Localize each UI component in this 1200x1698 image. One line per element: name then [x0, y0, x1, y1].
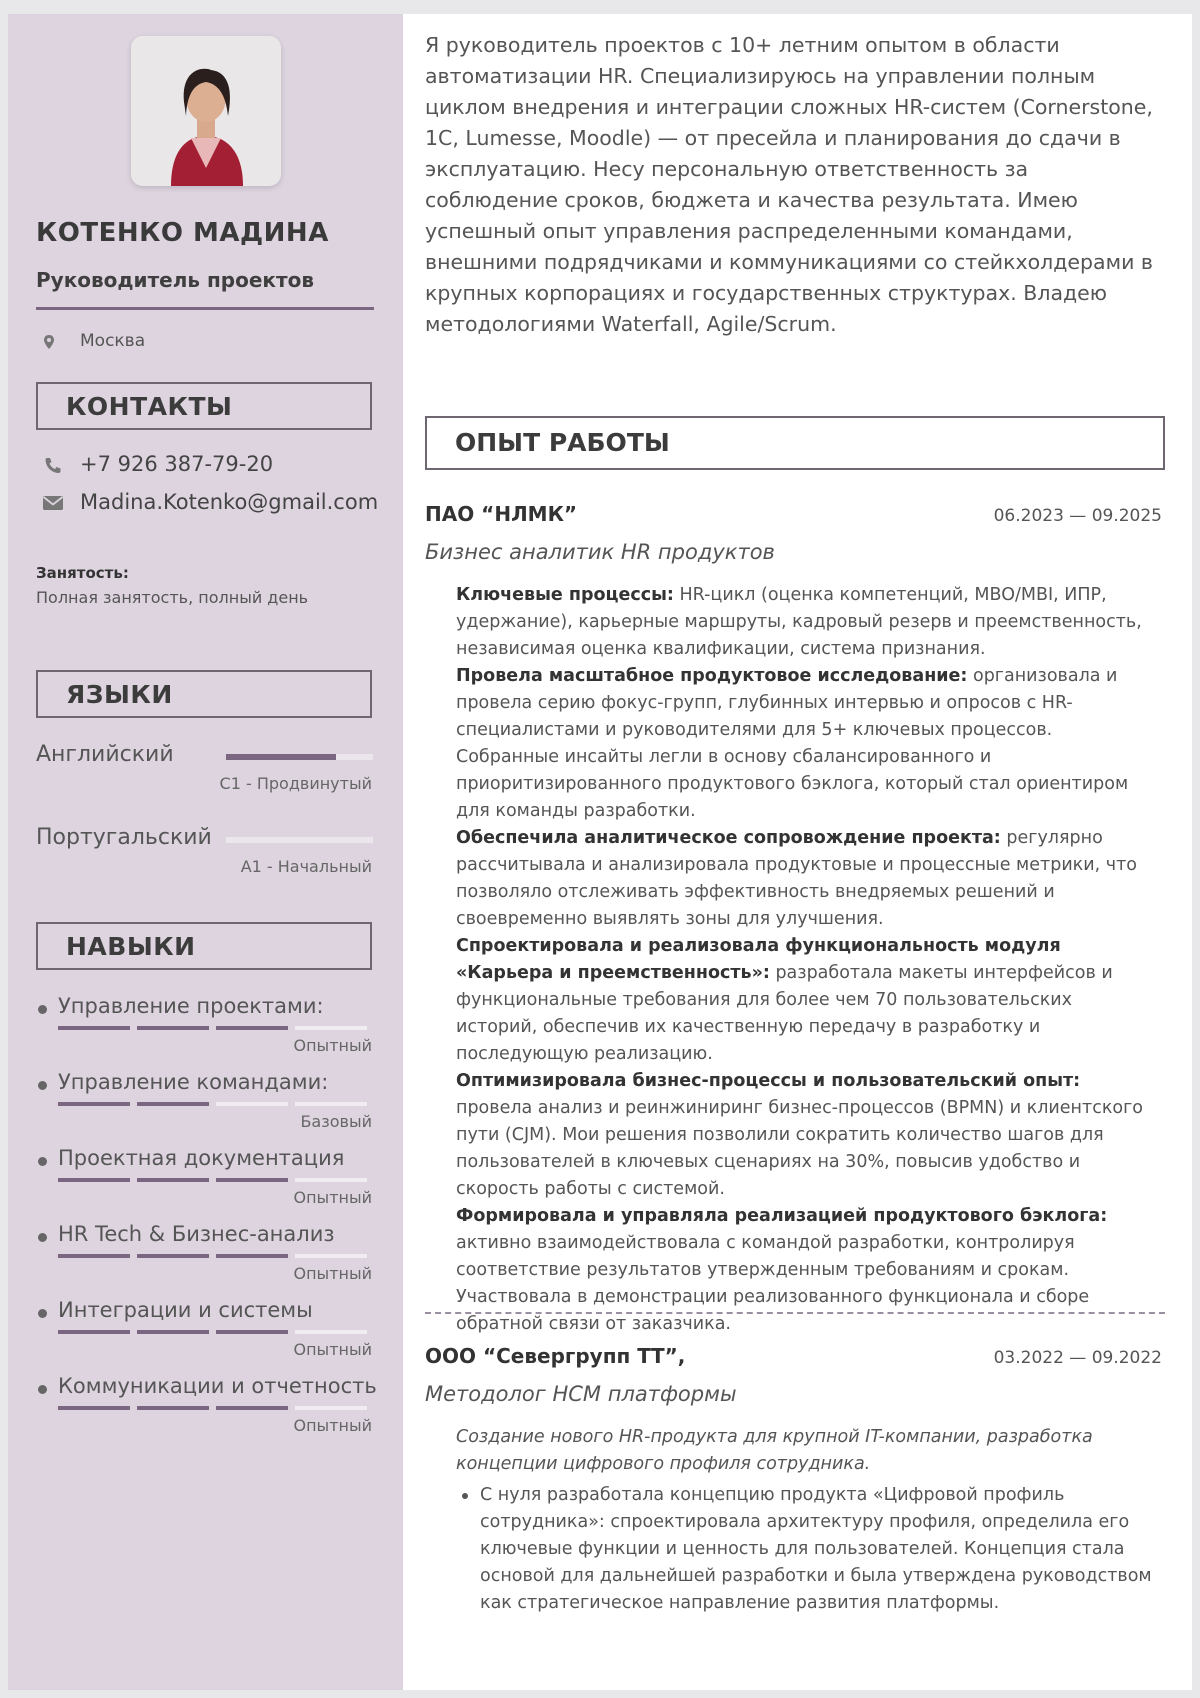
skill-level-segment [216, 1330, 288, 1334]
skill-level-segment [58, 1254, 130, 1258]
skill-level-segment [216, 1102, 288, 1106]
skill-bullet [38, 1309, 47, 1318]
map-pin-icon [42, 334, 56, 350]
skill-bullet [38, 1385, 47, 1394]
skill-level-bar [58, 1102, 373, 1106]
skill-name: HR Tech & Бизнес-анализ [58, 1222, 335, 1246]
resume-page [8, 14, 1192, 1690]
achievement-text: организовала и провела серию фокус-групп, глубинных интервью и опросов с HR-специалистами и руководителями для 5+ ключевых процессов. Собранные инсайты легли в основу сбалансированного и приоритизированного продуктового бэклога, который стал ориентиром для команды разработки. [456, 666, 1129, 821]
employment-label: Занятость: [36, 564, 129, 582]
skill-level-segment [58, 1330, 130, 1334]
skill-bullet [38, 1233, 47, 1242]
skill-name: Коммуникации и отчетность [58, 1374, 377, 1398]
contacts-header [36, 382, 372, 430]
language-level: C1 - Продвинутый [219, 774, 372, 793]
job-dates: 06.2023 — 09.2025 [993, 506, 1162, 526]
skill-level: Опытный [293, 1036, 372, 1055]
job-achievement [456, 663, 1156, 825]
job-bullet-item: С нуля разработала концепцию продукта «Цифровой профиль сотрудника»: спроектировала архитектуру профиля, определила его ключевые функции и ценность для пользователей. Концепция стала основой для дальнейшей разработки и была утверждена руководством как стратегическое направление развития платформы. [456, 1482, 1156, 1617]
skill-name: Проектная документация [58, 1146, 345, 1170]
phone-icon [42, 456, 64, 474]
job-description [456, 582, 1156, 1338]
skill-level-bar [58, 1026, 373, 1030]
job-divider [425, 1312, 1165, 1314]
job-bullets [456, 1482, 1156, 1617]
skill-level-segment [295, 1330, 367, 1334]
achievement-text: HR-цикл (оценка компетенций, MBO/MBI, ИПР, удержание), карьерные маршруты, кадровый резерв и преемственность, независимая оценка квалификации, система признания. [456, 585, 1142, 659]
skill-level: Опытный [293, 1188, 372, 1207]
achievement-heading: Провела масштабное продуктовое исследование: [456, 666, 968, 686]
skill-level-segment [58, 1102, 130, 1106]
location: Москва [80, 331, 146, 351]
candidate-role: Руководитель проектов [36, 268, 314, 292]
skill-level-segment [216, 1254, 288, 1258]
job-achievement [456, 582, 1156, 663]
job-achievement [456, 1068, 1156, 1203]
achievement-heading: Обеспечила аналитическое сопровождение проекта: [456, 828, 1001, 848]
experience-header [425, 416, 1165, 470]
skill-level: Опытный [293, 1340, 372, 1359]
skill-level-segment [295, 1102, 367, 1106]
skill-bullet [38, 1005, 47, 1014]
skill-level-segment [58, 1178, 130, 1182]
language-name: Португальский [36, 825, 212, 850]
job-dates: 03.2022 — 09.2022 [993, 1348, 1162, 1368]
skills-title: НАВЫКИ [66, 932, 196, 961]
language-proficiency-bar [226, 754, 373, 760]
skill-level-segment [58, 1026, 130, 1030]
language-level: A1 - Начальный [240, 857, 372, 876]
skill-level-bar [58, 1178, 373, 1182]
language-proficiency-fill [226, 754, 336, 760]
skill-level-bar [58, 1254, 373, 1258]
skill-level-segment [216, 1026, 288, 1030]
skill-level-bar [58, 1406, 373, 1410]
job-company: ПАО “НЛМК” [425, 502, 578, 526]
candidate-name: КОТЕНКО МАДИНА [36, 218, 329, 248]
skill-level-segment [295, 1254, 367, 1258]
profile-photo [131, 36, 281, 186]
skill-level: Опытный [293, 1416, 372, 1435]
languages-title: ЯЗЫКИ [66, 680, 173, 709]
skill-level-segment [137, 1406, 209, 1410]
skill-bullet [38, 1157, 47, 1166]
skill-level-segment [137, 1254, 209, 1258]
summary-text: Я руководитель проектов с 10+ летним опытом в области автоматизации HR. Специализируюсь на управлении полным циклом внедрения и интеграции сложных HR-систем (Cornerstone, 1С, Lumesse, Moodle) — от пресейла и планирования до сдачи в эксплуатацию. Несу персональную ответственность за соблюдение сроков, бюджета и качества результата. Имею успешный опыт управления распределенными командами, внешними подрядчиками и коммуникациями со стейкхолдерами в крупных корпорациях и государственных структурах. Владею методологиями Waterfall, Agile/Scrum. [425, 33, 1154, 336]
envelope-icon [42, 494, 64, 512]
employment-value: Полная занятость, полный день [36, 588, 309, 607]
skill-name: Управление командами: [58, 1070, 329, 1094]
job-achievement [456, 825, 1156, 933]
phone-number[interactable]: +7 926 387-79-20 [80, 452, 274, 476]
skill-level-bar [58, 1330, 373, 1334]
sidebar [8, 14, 403, 1690]
job-position: Методолог HCM платформы [425, 1382, 737, 1406]
skill-bullet [38, 1081, 47, 1090]
skill-name: Интеграции и системы [58, 1298, 313, 1322]
job-intro: Создание нового HR-продукта для крупной IT-компании, разработка концепции цифрового профиля сотрудника. [456, 1427, 1093, 1474]
achievement-text: разработала макеты интерфейсов и функциональные требования для более чем 70 пользовательских историй, обеспечив их качественную передачу в разработку и последующую реализацию. [456, 963, 1113, 1064]
skill-level: Опытный [293, 1264, 372, 1283]
language-proficiency-bar [226, 837, 373, 843]
job-achievement [456, 1203, 1156, 1338]
languages-header [36, 670, 372, 718]
achievement-heading: Оптимизировала бизнес-процессы и пользовательский опыт: [456, 1071, 1081, 1091]
skill-level: Базовый [300, 1112, 372, 1131]
skill-level-segment [137, 1330, 209, 1334]
skill-level-segment [137, 1026, 209, 1030]
role-underline [36, 307, 374, 310]
skill-level-segment [137, 1102, 209, 1106]
contacts-title: КОНТАКТЫ [66, 392, 233, 421]
skill-name: Управление проектами: [58, 994, 324, 1018]
skill-level-segment [58, 1406, 130, 1410]
skill-level-segment [295, 1406, 367, 1410]
achievement-text: регулярно рассчитывала и анализировала продуктовые и процессные метрики, что позволяло отслеживать эффективность внедряемых решений и своевременно выявлять зоны для улучшения. [456, 828, 1137, 929]
achievement-text: активно взаимодействовала с командой разработки, контролируя соответствие результатов утвержденным требованиям и срокам. Участвовала в демонстрации реализованного функционала и сборе обратной связи от заказчика. [456, 1233, 1090, 1334]
skill-level-segment [295, 1178, 367, 1182]
skill-level-segment [216, 1178, 288, 1182]
skill-level-segment [137, 1178, 209, 1182]
achievement-heading: Ключевые процессы: [456, 585, 674, 605]
email-address[interactable]: Madina.Kotenko@gmail.com [80, 490, 379, 514]
skills-header [36, 922, 372, 970]
achievement-heading: Формировала и управляла реализацией продуктового бэклога: [456, 1206, 1108, 1226]
main-content [403, 14, 1192, 1690]
skill-level-segment [216, 1406, 288, 1410]
experience-title: ОПЫТ РАБОТЫ [455, 428, 670, 457]
job-achievement [456, 933, 1156, 1068]
job-position: Бизнес аналитик HR продуктов [425, 540, 775, 564]
skill-level-segment [295, 1026, 367, 1030]
achievement-heading: Спроектировала и реализовала функциональность модуля «Карьера и преемственность»: [456, 936, 1061, 983]
achievement-text: провела анализ и реинжиниринг бизнес-процессов (BPMN) и клиентского пути (CJM). Мои решения позволили сократить количество шагов для пользователей в ключевых сценариях на 30%, повысив удобство и скорость работы с системой. [456, 1098, 1143, 1199]
job-company: ООО “Севергрупп ТТ”, [425, 1344, 686, 1368]
language-name: Английский [36, 742, 174, 767]
